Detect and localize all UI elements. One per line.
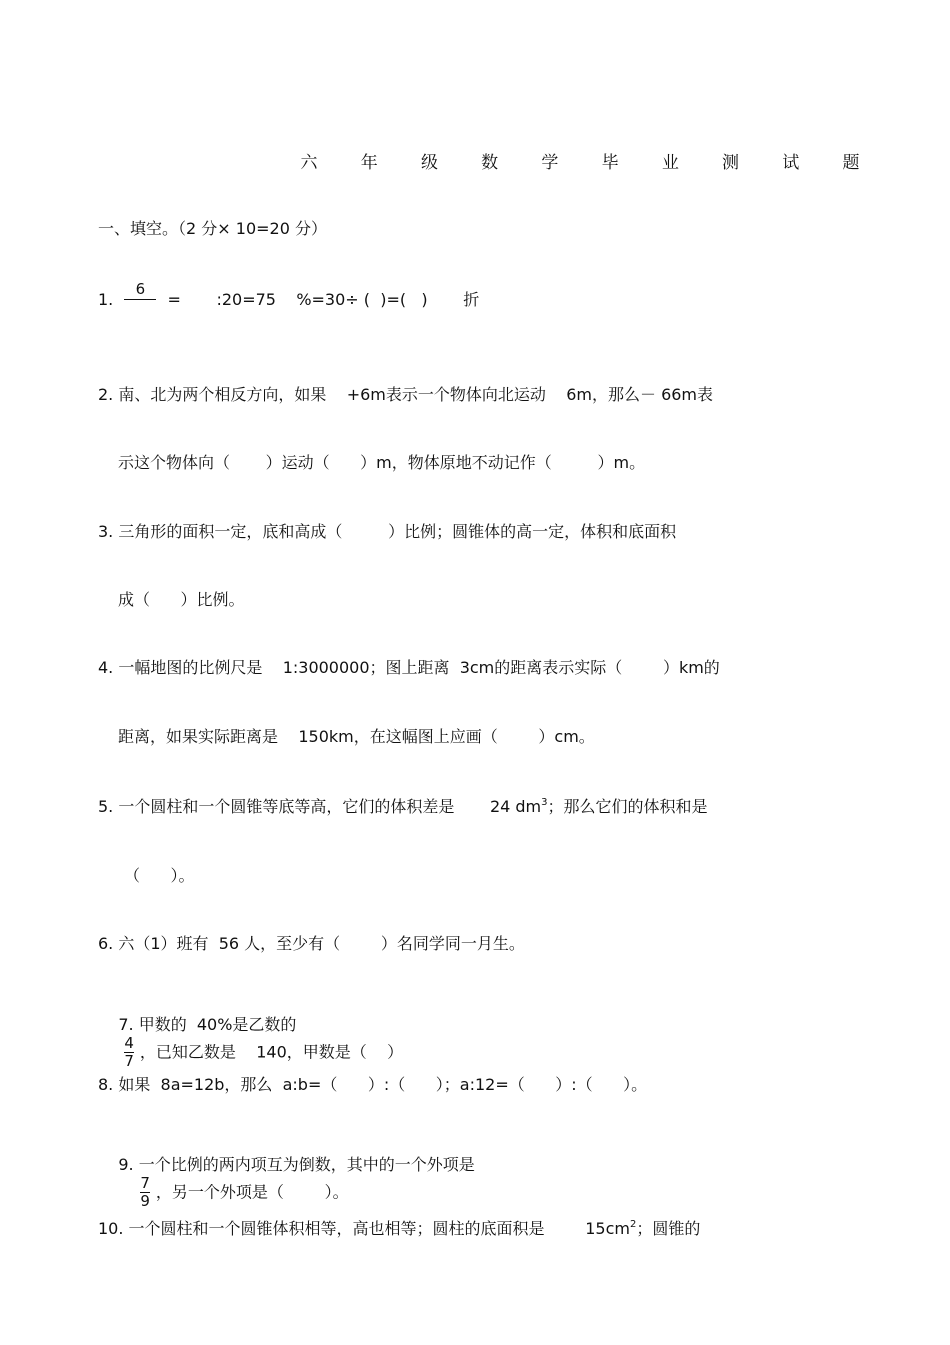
question-text: 7. 甲数的 40%是乙数的 xyxy=(118,1015,297,1034)
fraction-numerator: 4 xyxy=(124,1034,134,1052)
question-text: 9. 一个比例的两内项互为倒数，其中的一个外项是 xyxy=(118,1155,475,1174)
fraction-numerator: 7 xyxy=(140,1174,150,1192)
superscript: 3 xyxy=(541,797,548,808)
question-3-line-2: 成（ ）比例。 xyxy=(118,590,245,609)
question-5-line-1 xyxy=(98,794,708,817)
title-char: 毕 xyxy=(601,153,619,173)
fraction-numerator: 6 xyxy=(135,280,146,299)
question-3-line-1: 3. 三角形的面积一定，底和高成（ ）比例；圆锥体的高一定，体积和底面积 xyxy=(98,522,677,541)
title-char: 六 xyxy=(300,153,318,173)
section-heading: 一、填空。（2 分× 10=20 分） xyxy=(98,219,327,238)
title-char: 级 xyxy=(420,153,438,173)
title-char: 业 xyxy=(661,153,679,173)
question-5-line-2: （ ）。 xyxy=(124,866,195,885)
question-4-line-1: 4. 一幅地图的比例尺是 1:3000000；图上距离 3cm的距离表示实际（ ）km的 xyxy=(98,658,720,677)
question-1 xyxy=(98,280,480,310)
question-4-line-2: 距离，如果实际距离是 150km，在这幅图上应画（ ）cm。 xyxy=(118,727,595,746)
fraction-bar xyxy=(124,299,156,300)
title-char: 数 xyxy=(481,153,499,173)
fraction xyxy=(124,1035,134,1071)
question-8: 8. 如果 8a=12b，那么 a:b=（ ）:（ ）；a:12=（ ）:（ ）。 xyxy=(98,1075,648,1094)
fraction xyxy=(140,1175,150,1211)
question-text: ，另一个外项是（ ）。 xyxy=(155,1182,349,1202)
question-number: 1. xyxy=(98,290,114,309)
question-10 xyxy=(98,1216,700,1239)
question-text: ，已知乙数是 140，甲数是（ ） xyxy=(139,1042,404,1062)
superscript: 2 xyxy=(629,1219,637,1230)
fraction-denominator: 9 xyxy=(140,1192,150,1211)
question-text: = :20=75 %=30÷ ( )=( ) 折 xyxy=(167,290,480,309)
title-char: 学 xyxy=(541,153,559,173)
question-text: ；圆锥的 xyxy=(636,1219,701,1238)
question-6: 6. 六（1）班有 56 人，至少有（ ）名同学同一月生。 xyxy=(98,934,525,953)
fraction-denominator: 7 xyxy=(124,1052,134,1071)
page-title xyxy=(290,148,870,173)
question-2-line-2: 示这个物体向（ ）运动（ ）m，物体原地不动记作（ ）m。 xyxy=(118,453,646,472)
title-char: 试 xyxy=(782,153,800,173)
title-char: 题 xyxy=(842,153,860,173)
question-text: ；那么它们的体积和是 xyxy=(547,797,708,816)
question-text: 10. 一个圆柱和一个圆锥体积相等，高也相等；圆柱的底面积是 15cm xyxy=(98,1219,630,1238)
fraction xyxy=(124,281,156,299)
question-2-line-1: 2. 南、北为两个相反方向，如果 +6m表示一个物体向北运动 6m，那么－ 66m表 xyxy=(98,385,714,404)
title-char: 年 xyxy=(360,153,378,173)
title-char: 测 xyxy=(722,153,740,173)
question-text: 5. 一个圆柱和一个圆锥等底等高，它们的体积差是 24 dm xyxy=(98,797,542,816)
